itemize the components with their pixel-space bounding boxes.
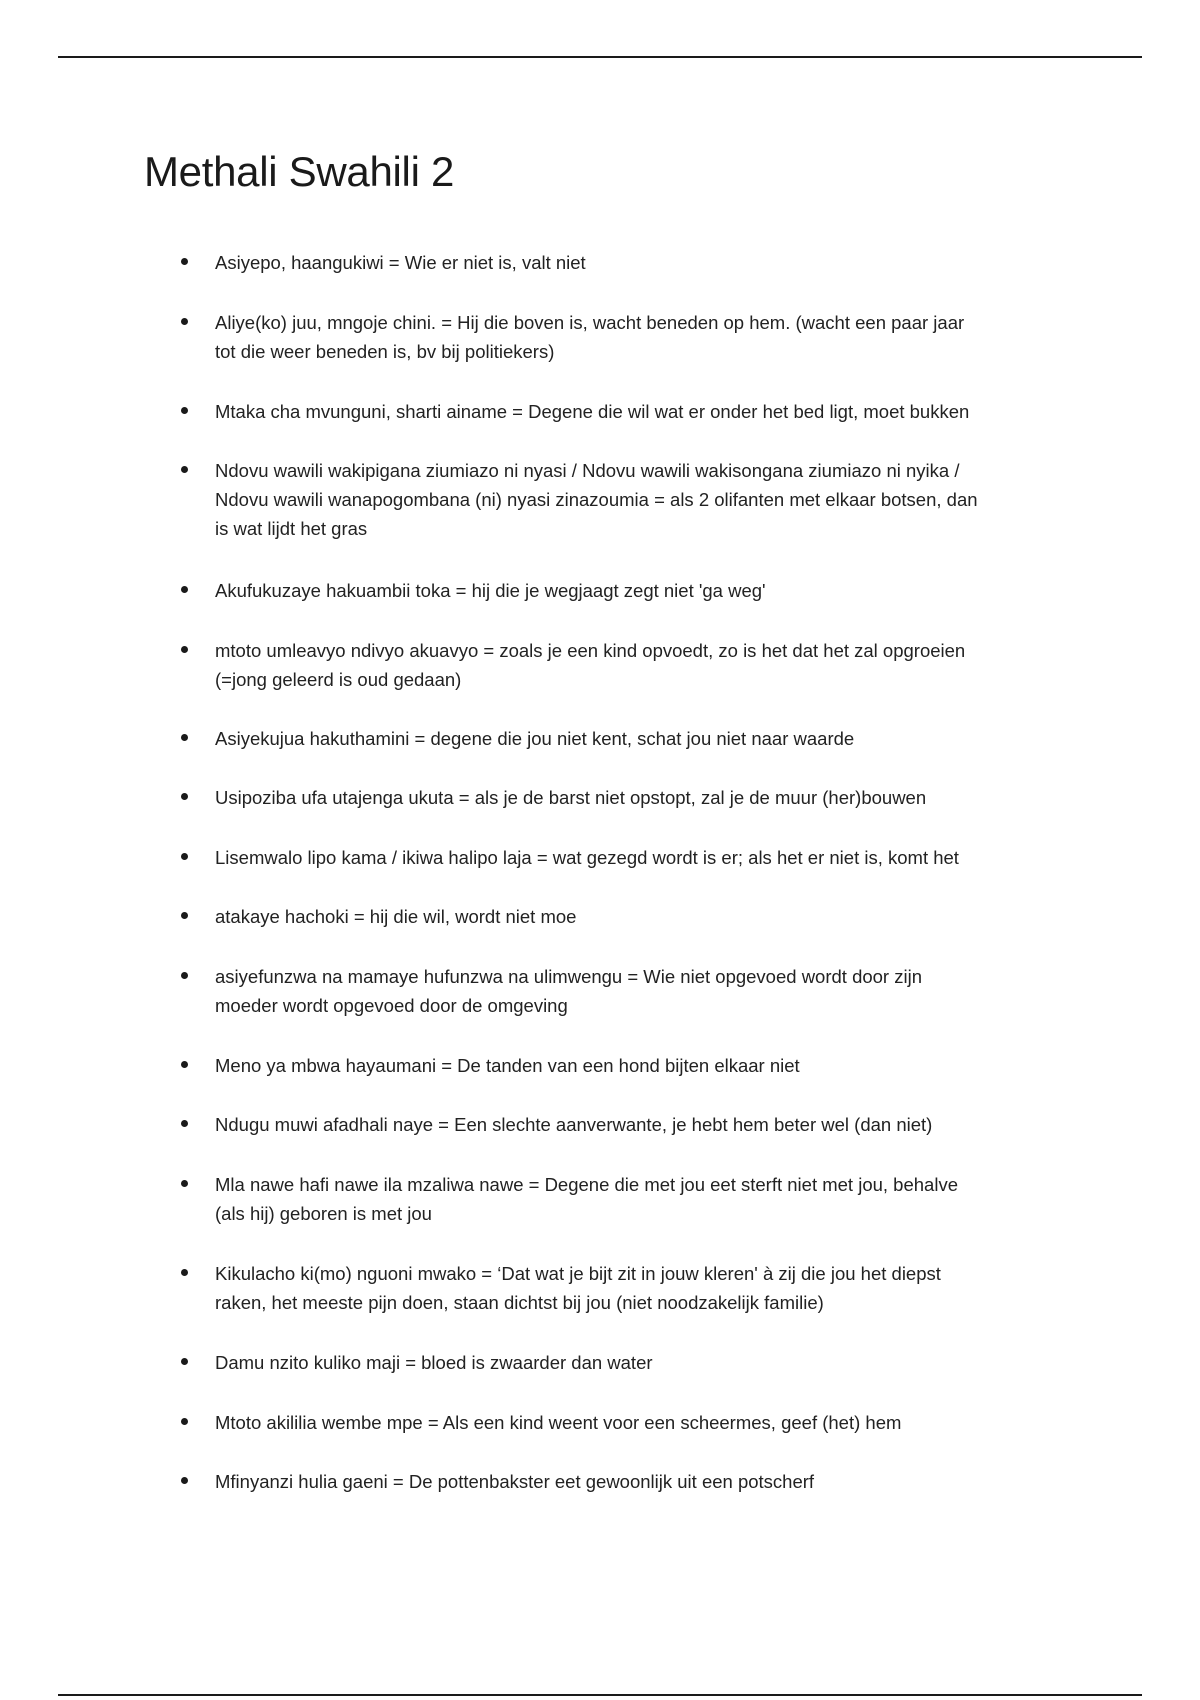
bullet-icon [181,646,188,653]
bullet-icon [181,1477,188,1484]
proverb-text: Mtaka cha mvunguni, sharti ainame = Degene die wil wat er onder het bed ligt, moet bukken [215,401,970,422]
proverb-text: Lisemwalo lipo kama / ikiwa halipo laja = wat gezegd wordt is er; als het er niet is, komt het [215,847,959,868]
bullet-icon [181,1269,188,1276]
bullet-icon [181,912,188,919]
bullet-icon [181,407,188,414]
proverb-text: Ndovu wawili wakipigana ziumiazo ni nyasi / Ndovu wawili wakisongana ziumiazo ni nyika / Ndovu wawili wanapogombana (ni) nyasi zinazoumia = als 2 olifanten met elkaar botsen, dan is wat lijdt het gras [215,460,978,539]
proverb-text: Asiyekujua hakuthamini = degene die jou niet kent, schat jou niet naar waarde [215,728,855,749]
proverb-text: mtoto umleavyo ndivyo akuavyo = zoals je een kind opvoedt, zo is het dat het zal opgroeien (=jong geleerd is oud gedaan) [215,640,966,690]
bullet-icon [181,466,188,473]
bullet-icon [181,1358,188,1365]
bullet-icon [181,972,188,979]
bullet-icon [181,1061,188,1068]
proverb-text: Aliye(ko) juu, mngoje chini. = Hij die boven is, wacht beneden op hem. (wacht een paar jaar tot die weer beneden is, bv bij politiekers) [215,312,965,362]
bullet-icon [181,1418,188,1425]
bullet-icon [181,318,188,325]
proverb-text: Ndugu muwi afadhali naye = Een slechte aanverwante, je hebt hem beter wel (dan niet) [215,1114,933,1135]
proverb-text: atakaye hachoki = hij die wil, wordt niet moe [215,906,577,927]
proverb-text: Kikulacho ki(mo) nguoni mwako = ‘Dat wat je bijt zit in jouw kleren' à zij die jou het diepst raken, het meeste pijn doen, staan dichtst bij jou (niet noodzakelijk familie) [215,1263,941,1313]
bullet-icon [181,853,188,860]
proverb-text: Damu nzito kuliko maji = bloed is zwaarder dan water [215,1352,653,1373]
proverb-text: Mtoto akililia wembe mpe = Als een kind weent voor een scheermes, geef (het) hem [215,1412,902,1433]
bullet-icon [181,258,188,265]
bullet-icon [181,1120,188,1127]
bullet-icon [181,793,188,800]
proverb-text: Akufukuzaye hakuambii toka = hij die je wegjaagt zegt niet 'ga weg' [215,580,766,601]
proverb-text: Mla nawe hafi nawe ila mzaliwa nawe = Degene die met jou eet sterft niet met jou, behalve (als hij) geboren is met jou [215,1174,958,1224]
proverb-text: Usipoziba ufa utajenga ukuta = als je de barst niet opstopt, zal je de muur (her)bouwen [215,787,927,808]
proverb-text: Meno ya mbwa hayaumani = De tanden van een hond bijten elkaar niet [215,1055,800,1076]
bullet-icon [181,1180,188,1187]
bullet-icon [181,586,188,593]
bullet-icon [181,734,188,741]
bottom-rule [58,1694,1142,1696]
proverb-text: Asiyepo, haangukiwi = Wie er niet is, valt niet [215,252,586,273]
proverb-text: Mfinyanzi hulia gaeni = De pottenbakster eet gewoonlijk uit een potscherf [215,1471,815,1492]
proverb-text: asiyefunzwa na mamaye hufunzwa na ulimwengu = Wie niet opgevoed wordt door zijn moeder wordt opgevoed door de omgeving [215,966,922,1016]
page-title: Methali Swahili 2 [144,148,455,195]
